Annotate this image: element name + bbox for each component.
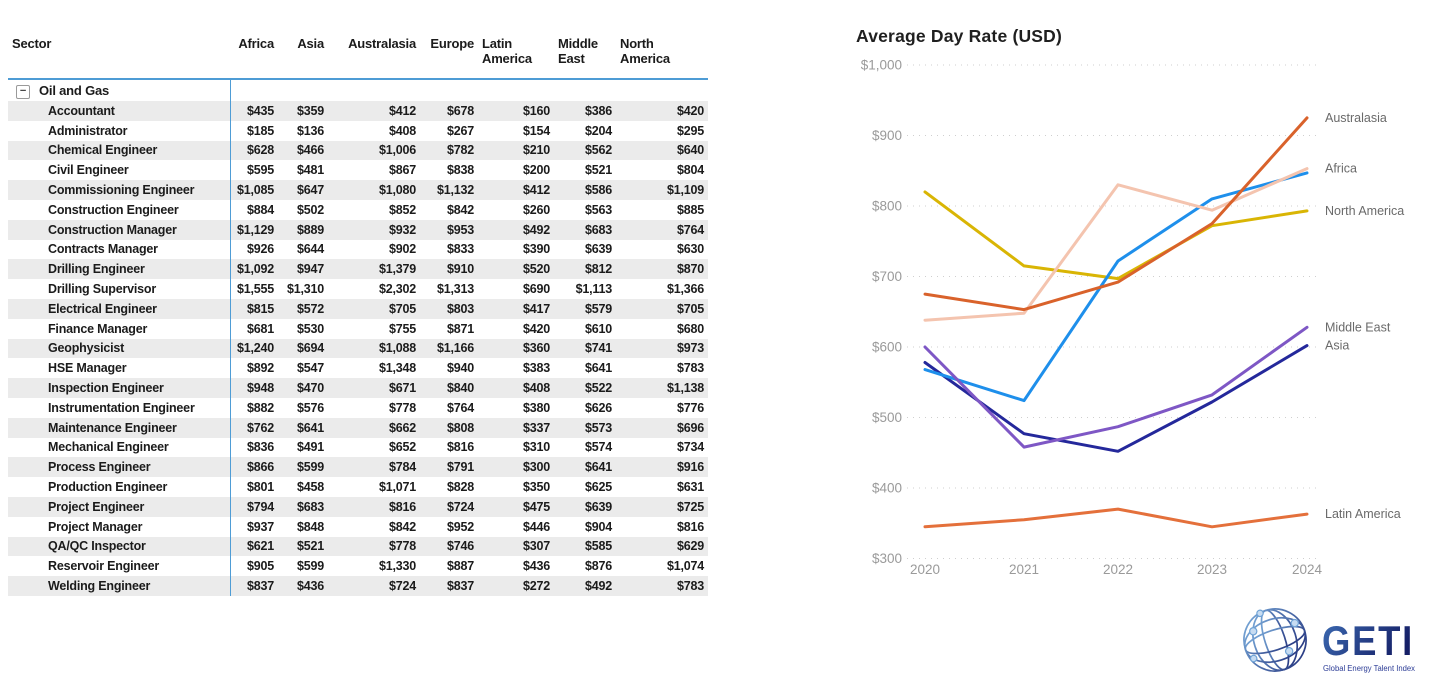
value-cell-africa: $892 — [230, 358, 278, 378]
value-cell-north-america: $629 — [676, 539, 704, 554]
sector-cell: Project Engineer — [48, 499, 145, 514]
logo-text: GETI — [1322, 617, 1414, 664]
table-row-accountant — [8, 101, 708, 121]
value-cell-north-america: $783 — [676, 579, 704, 594]
value-cell-middle-east: $573 — [584, 420, 612, 435]
group-empty-cell — [478, 79, 554, 101]
value-cell-middle-east: $492 — [584, 579, 612, 594]
x-axis-label: 2021 — [1008, 562, 1040, 577]
value-cell-australasia: $652 — [388, 440, 416, 455]
value-cell-north-america: $295 — [676, 123, 704, 138]
globe-icon — [1238, 599, 1314, 679]
table-row-finance-manager — [8, 319, 708, 339]
value-cell-latin-america: $446 — [522, 519, 550, 534]
table-row-qa-qc-inspector — [8, 537, 708, 557]
value-cell-australasia: $852 — [388, 202, 416, 217]
sector-cell: Accountant — [48, 103, 115, 118]
table-row-drilling-engineer — [8, 259, 708, 279]
value-cell-middle-east: $812 — [584, 262, 612, 277]
value-cell-middle-east: $563 — [584, 202, 612, 217]
value-cell-europe: $816 — [446, 440, 474, 455]
table-row-project-engineer — [8, 497, 708, 517]
table-row-maintenance-engineer — [8, 418, 708, 438]
series-line-latin-america[interactable] — [925, 509, 1307, 527]
value-cell-latin-america: $210 — [522, 143, 550, 158]
value-cell-africa: $905 — [230, 556, 278, 576]
value-cell-middle-east: $641 — [584, 460, 612, 475]
value-cell-north-america: $631 — [676, 480, 704, 495]
sector-cell: Welding Engineer — [48, 579, 151, 594]
value-cell-north-america: $783 — [676, 361, 704, 376]
value-cell-europe: $910 — [446, 262, 474, 277]
value-cell-europe: $746 — [446, 539, 474, 554]
value-cell-north-america: $680 — [676, 321, 704, 336]
value-cell-middle-east: $562 — [584, 143, 612, 158]
value-cell-asia: $470 — [296, 381, 324, 396]
y-axis-label: $900 — [871, 128, 902, 143]
column-header-label: North America — [620, 36, 670, 66]
value-cell-middle-east: $639 — [584, 242, 612, 257]
value-cell-europe: $952 — [446, 519, 474, 534]
value-cell-australasia: $412 — [388, 103, 416, 118]
group-empty-cell — [616, 79, 708, 101]
group-empty-cell — [328, 79, 420, 101]
column-header-label: Europe — [430, 36, 474, 51]
value-cell-africa: $595 — [230, 160, 278, 180]
value-cell-australasia: $755 — [388, 321, 416, 336]
value-cell-asia: $530 — [296, 321, 324, 336]
value-cell-asia: $599 — [296, 460, 324, 475]
value-cell-north-america: $916 — [676, 460, 704, 475]
x-axis-label: 2023 — [1196, 562, 1228, 577]
value-cell-europe: $678 — [446, 103, 474, 118]
value-cell-europe: $808 — [446, 420, 474, 435]
value-cell-africa: $681 — [230, 319, 278, 339]
value-cell-asia: $1,310 — [286, 282, 324, 297]
table-row-civil-engineer — [8, 160, 708, 180]
value-cell-australasia: $842 — [388, 519, 416, 534]
value-cell-latin-america: $492 — [522, 222, 550, 237]
value-cell-middle-east: $683 — [584, 222, 612, 237]
value-cell-europe: $803 — [446, 301, 474, 316]
value-cell-africa: $837 — [230, 576, 278, 596]
value-cell-africa: $866 — [230, 457, 278, 477]
value-cell-north-america: $640 — [676, 143, 704, 158]
value-cell-north-america: $870 — [676, 262, 704, 277]
value-cell-australasia: $784 — [388, 460, 416, 475]
value-cell-australasia: $408 — [388, 123, 416, 138]
value-cell-latin-america: $160 — [522, 103, 550, 118]
table-row-chemical-engineer — [8, 141, 708, 161]
table-row-instrumentation-engineer — [8, 398, 708, 418]
value-cell-latin-america: $436 — [522, 559, 550, 574]
sector-cell: Finance Manager — [48, 321, 148, 336]
value-cell-australasia: $1,080 — [378, 183, 416, 198]
sector-cell: Drilling Engineer — [48, 262, 145, 277]
value-cell-africa: $621 — [230, 537, 278, 557]
sector-cell: Geophysicist — [48, 341, 125, 356]
value-cell-africa: $1,092 — [230, 259, 278, 279]
value-cell-latin-america: $200 — [522, 163, 550, 178]
sector-cell: Construction Engineer — [48, 202, 179, 217]
value-cell-middle-east: $876 — [584, 559, 612, 574]
collapse-group-icon[interactable]: − — [16, 85, 30, 99]
column-header-sector[interactable]: Sector — [12, 36, 52, 51]
value-cell-north-america: $1,138 — [666, 381, 704, 396]
value-cell-latin-america: $408 — [522, 381, 550, 396]
value-cell-africa: $926 — [230, 240, 278, 260]
value-cell-asia: $599 — [296, 559, 324, 574]
value-cell-australasia: $662 — [388, 420, 416, 435]
value-cell-africa: $1,555 — [230, 279, 278, 299]
value-cell-australasia: $932 — [388, 222, 416, 237]
value-cell-europe: $887 — [446, 559, 474, 574]
value-cell-europe: $1,166 — [436, 341, 474, 356]
chart-title: Average Day Rate (USD) — [856, 26, 1063, 46]
value-cell-middle-east: $625 — [584, 480, 612, 495]
column-header-africa[interactable] — [230, 28, 278, 79]
value-cell-asia: $136 — [296, 123, 324, 138]
column-header-north-america[interactable] — [616, 28, 708, 79]
value-cell-africa: $801 — [230, 477, 278, 497]
series-label-australasia: Australasia — [1325, 110, 1387, 125]
group-empty-cell — [230, 79, 278, 101]
sector-cell: Chemical Engineer — [48, 143, 158, 158]
value-cell-latin-america: $420 — [522, 321, 550, 336]
value-cell-europe: $764 — [446, 400, 474, 415]
value-cell-middle-east: $641 — [584, 361, 612, 376]
table-row-construction-manager — [8, 220, 708, 240]
value-cell-europe: $840 — [446, 381, 474, 396]
value-cell-africa: $882 — [230, 398, 278, 418]
value-cell-latin-america: $380 — [522, 400, 550, 415]
value-cell-europe: $871 — [446, 321, 474, 336]
value-cell-australasia: $867 — [388, 163, 416, 178]
value-cell-north-america: $705 — [676, 301, 704, 316]
series-label-africa: Africa — [1325, 161, 1357, 176]
y-axis-label: $300 — [871, 551, 902, 566]
value-cell-north-america: $725 — [676, 499, 704, 514]
value-cell-australasia: $1,006 — [378, 143, 416, 158]
value-cell-north-america: $1,074 — [666, 559, 704, 574]
value-cell-europe: $1,313 — [436, 282, 474, 297]
value-cell-latin-america: $307 — [522, 539, 550, 554]
sector-cell: Project Manager — [48, 519, 143, 534]
group-empty-cell — [420, 79, 478, 101]
sector-cell: Contracts Manager — [48, 242, 158, 257]
value-cell-africa: $1,240 — [230, 339, 278, 359]
table-row-construction-engineer — [8, 200, 708, 220]
table-row-project-manager — [8, 517, 708, 537]
value-cell-australasia: $671 — [388, 381, 416, 396]
value-cell-australasia: $1,330 — [378, 559, 416, 574]
value-cell-north-america: $816 — [676, 519, 704, 534]
sector-cell: QA/QC Inspector — [48, 539, 146, 554]
value-cell-asia: $848 — [296, 519, 324, 534]
table-row-mechanical-engineer — [8, 438, 708, 458]
table-row-drilling-supervisor — [8, 279, 708, 299]
value-cell-africa: $794 — [230, 497, 278, 517]
y-axis-label: $400 — [871, 480, 902, 496]
value-cell-north-america: $734 — [676, 440, 704, 455]
value-cell-africa: $762 — [230, 418, 278, 438]
day-rate-table-panel — [8, 28, 708, 596]
value-cell-latin-america: $475 — [522, 499, 550, 514]
table-row-inspection-engineer — [8, 378, 708, 398]
value-cell-asia: $889 — [296, 222, 324, 237]
value-cell-latin-america: $383 — [522, 361, 550, 376]
value-cell-africa: $948 — [230, 378, 278, 398]
value-cell-australasia: $2,302 — [378, 282, 416, 297]
column-header-middle-east[interactable] — [554, 28, 616, 79]
series-label-asia: Asia — [1325, 338, 1350, 353]
column-header-label: Australasia — [348, 36, 416, 51]
series-line-australasia[interactable] — [925, 118, 1307, 310]
series-line-asia[interactable] — [925, 346, 1307, 452]
value-cell-asia: $683 — [296, 499, 324, 514]
value-cell-europe: $724 — [446, 499, 474, 514]
value-cell-middle-east: $521 — [584, 163, 612, 178]
value-cell-australasia: $1,379 — [378, 262, 416, 277]
value-cell-asia: $647 — [296, 183, 324, 198]
value-cell-europe: $940 — [446, 361, 474, 376]
value-cell-north-america: $885 — [676, 202, 704, 217]
value-cell-africa: $1,129 — [230, 220, 278, 240]
value-cell-latin-america: $690 — [522, 282, 550, 297]
column-header-europe[interactable] — [420, 28, 478, 79]
value-cell-asia: $481 — [296, 163, 324, 178]
value-cell-middle-east: $741 — [584, 341, 612, 356]
value-cell-australasia: $778 — [388, 400, 416, 415]
day-rate-line-chart — [840, 50, 1438, 595]
column-header-label: Africa — [238, 36, 274, 51]
value-cell-australasia: $902 — [388, 242, 416, 257]
value-cell-latin-america: $390 — [522, 242, 550, 257]
value-cell-middle-east: $574 — [584, 440, 612, 455]
value-cell-middle-east: $586 — [584, 183, 612, 198]
column-header-label: Middle East — [558, 36, 598, 66]
value-cell-asia: $436 — [296, 579, 324, 594]
value-cell-middle-east: $904 — [584, 519, 612, 534]
sector-cell: Drilling Supervisor — [48, 282, 157, 297]
value-cell-australasia: $816 — [388, 499, 416, 514]
value-cell-asia: $521 — [296, 539, 324, 554]
sector-cell: Instrumentation Engineer — [48, 400, 195, 415]
column-header-australasia[interactable] — [328, 28, 420, 79]
group-empty-cell — [278, 79, 328, 101]
sector-cell: Production Engineer — [48, 480, 168, 495]
x-axis-label: 2022 — [1102, 562, 1134, 577]
y-axis-label: $500 — [871, 410, 902, 425]
sector-cell: Reservoir Engineer — [48, 559, 160, 574]
column-header-label: Asia — [297, 36, 324, 51]
value-cell-australasia: $778 — [388, 539, 416, 554]
sector-cell: Mechanical Engineer — [48, 440, 169, 455]
value-cell-asia: $458 — [296, 480, 324, 495]
value-cell-europe: $828 — [446, 480, 474, 495]
sector-cell: Process Engineer — [48, 460, 151, 475]
value-cell-middle-east: $204 — [584, 123, 612, 138]
value-cell-australasia: $705 — [388, 301, 416, 316]
sector-cell: Maintenance Engineer — [48, 420, 177, 435]
x-axis-label: 2024 — [1291, 562, 1323, 577]
value-cell-australasia: $724 — [388, 579, 416, 594]
column-header-latin-america[interactable] — [478, 28, 554, 79]
value-cell-asia: $641 — [296, 420, 324, 435]
sector-cell: Electrical Engineer — [48, 301, 157, 316]
value-cell-north-america: $630 — [676, 242, 704, 257]
value-cell-australasia: $1,071 — [378, 480, 416, 495]
value-cell-europe: $791 — [446, 460, 474, 475]
day-rate-table — [8, 28, 708, 596]
table-row-commissioning-engineer — [8, 180, 708, 200]
value-cell-europe: $1,132 — [436, 183, 474, 198]
value-cell-europe: $842 — [446, 202, 474, 217]
value-cell-north-america: $696 — [676, 420, 704, 435]
value-cell-africa: $937 — [230, 517, 278, 537]
y-axis-label: $700 — [871, 269, 902, 284]
group-empty-cell — [554, 79, 616, 101]
sector-cell: Civil Engineer — [48, 163, 129, 178]
table-row-welding-engineer — [8, 576, 708, 596]
column-header-label: Latin America — [482, 36, 532, 66]
series-label-latin-america: Latin America — [1325, 507, 1401, 522]
value-cell-europe: $837 — [446, 579, 474, 594]
value-cell-north-america: $776 — [676, 400, 704, 415]
table-row-contracts-manager — [8, 240, 708, 260]
value-cell-asia: $572 — [296, 301, 324, 316]
geti-logo — [1238, 598, 1438, 690]
y-axis-label: $600 — [871, 339, 902, 355]
value-cell-middle-east: $585 — [584, 539, 612, 554]
sector-cell: HSE Manager — [48, 361, 127, 376]
sector-cell: Inspection Engineer — [48, 381, 164, 396]
value-cell-asia: $576 — [296, 400, 324, 415]
value-cell-africa: $435 — [230, 101, 278, 121]
table-row-production-engineer — [8, 477, 708, 497]
series-label-middle-east: Middle East — [1325, 320, 1391, 335]
value-cell-australasia: $1,348 — [378, 361, 416, 376]
group-label: Oil and Gas — [39, 82, 110, 98]
value-cell-middle-east: $610 — [584, 321, 612, 336]
value-cell-asia: $466 — [296, 143, 324, 158]
value-cell-middle-east: $386 — [584, 103, 612, 118]
value-cell-north-america: $1,366 — [666, 282, 704, 297]
value-cell-latin-america: $350 — [522, 480, 550, 495]
table-row-electrical-engineer — [8, 299, 708, 319]
value-cell-middle-east: $1,113 — [575, 282, 612, 297]
value-cell-asia: $644 — [296, 242, 324, 257]
table-row-hse-manager — [8, 358, 708, 378]
sector-cell: Construction Manager — [48, 222, 177, 237]
sector-cell: Administrator — [48, 123, 128, 138]
value-cell-asia: $491 — [296, 440, 324, 455]
x-axis-label: 2020 — [909, 562, 941, 577]
value-cell-latin-america: $300 — [522, 460, 550, 475]
value-cell-latin-america: $360 — [522, 341, 550, 356]
value-cell-asia: $947 — [296, 262, 324, 277]
value-cell-north-america: $420 — [676, 103, 704, 118]
value-cell-latin-america: $272 — [522, 579, 550, 594]
value-cell-africa: $185 — [230, 121, 278, 141]
sector-cell: Commissioning Engineer — [48, 183, 195, 198]
value-cell-europe: $782 — [446, 143, 474, 158]
value-cell-australasia: $1,088 — [378, 341, 416, 356]
value-cell-asia: $694 — [296, 341, 324, 356]
table-row-process-engineer — [8, 457, 708, 477]
value-cell-north-america: $973 — [676, 341, 704, 356]
value-cell-africa: $628 — [230, 141, 278, 161]
column-header-asia[interactable] — [278, 28, 328, 79]
value-cell-north-america: $804 — [676, 163, 704, 178]
series-line-africa[interactable] — [925, 169, 1307, 321]
table-row-reservoir-engineer — [8, 556, 708, 576]
series-label-north-america: North America — [1325, 203, 1405, 218]
value-cell-middle-east: $579 — [584, 301, 612, 316]
value-cell-latin-america: $337 — [522, 420, 550, 435]
value-cell-middle-east: $522 — [584, 381, 612, 396]
value-cell-africa: $815 — [230, 299, 278, 319]
value-cell-latin-america: $412 — [522, 183, 550, 198]
value-cell-latin-america: $417 — [522, 301, 550, 316]
value-cell-africa: $836 — [230, 438, 278, 458]
value-cell-europe: $838 — [446, 163, 474, 178]
logo-subtitle: Global Energy Talent Index — [1323, 663, 1416, 673]
value-cell-africa: $884 — [230, 200, 278, 220]
table-row-administrator — [8, 121, 708, 141]
y-axis-label: $800 — [871, 198, 902, 214]
value-cell-asia: $547 — [296, 361, 324, 376]
value-cell-latin-america: $520 — [522, 262, 550, 277]
value-cell-europe: $267 — [446, 123, 474, 138]
y-axis-label: $1,000 — [860, 57, 902, 73]
value-cell-africa: $1,085 — [230, 180, 278, 200]
value-cell-middle-east: $639 — [584, 499, 612, 514]
value-cell-latin-america: $260 — [522, 202, 550, 217]
value-cell-latin-america: $154 — [522, 123, 550, 138]
value-cell-north-america: $764 — [676, 222, 704, 237]
group-row-oil-and-gas — [8, 79, 708, 101]
value-cell-europe: $953 — [446, 222, 474, 237]
value-cell-asia: $502 — [296, 202, 324, 217]
value-cell-asia: $359 — [296, 103, 324, 118]
value-cell-north-america: $1,109 — [666, 183, 704, 198]
value-cell-middle-east: $626 — [584, 400, 612, 415]
table-row-geophysicist — [8, 339, 708, 359]
value-cell-latin-america: $310 — [522, 440, 550, 455]
value-cell-europe: $833 — [446, 242, 474, 257]
